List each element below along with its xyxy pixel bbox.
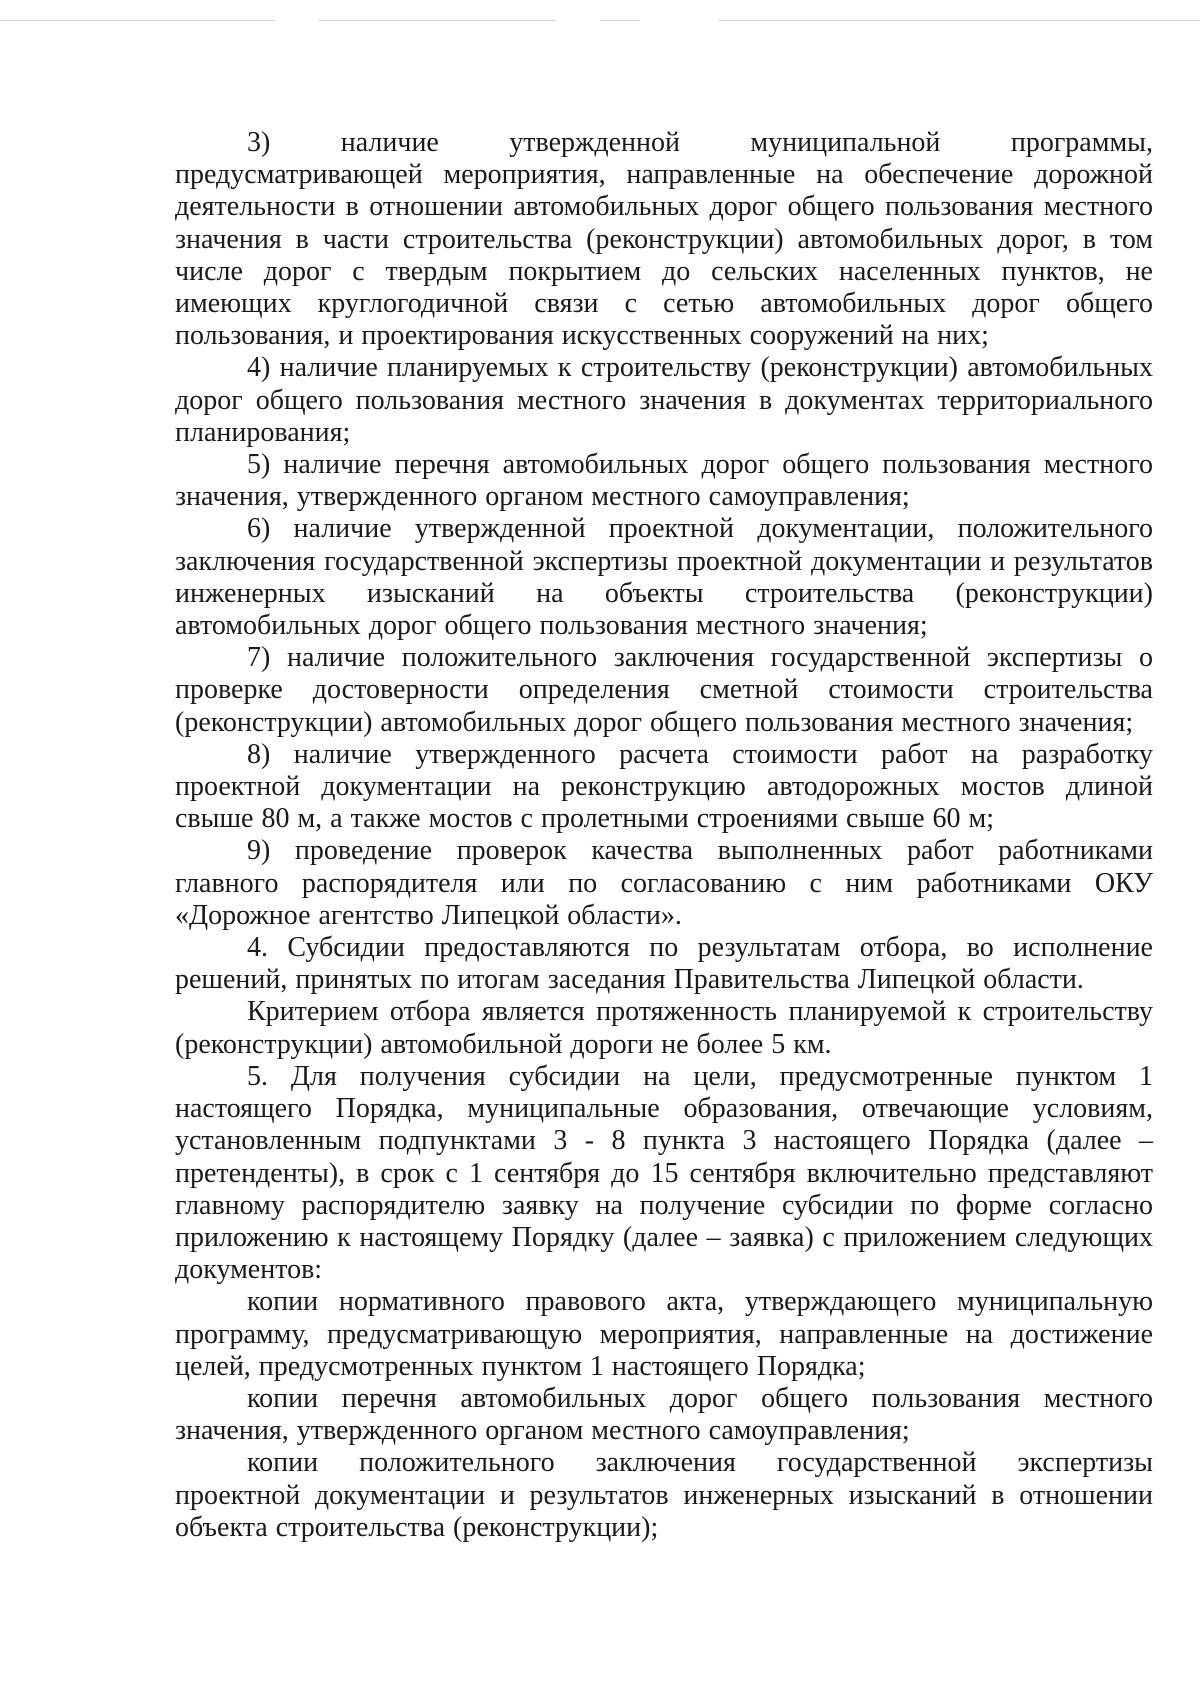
document-list-item: копии положительного заключения государственной экспертизы проектной документации и результатов инженерных изысканий в отношении объекта строительства (реконструкции); xyxy=(175,1447,1153,1543)
clause-4: 4. Субсидии предоставляются по результатам отбора, во исполнение решений, принятых по итогам заседания Правительства Липецкой области. xyxy=(175,932,1153,996)
subitem-5: 5) наличие перечня автомобильных дорог общего пользования местного значения, утвержденного органом местного самоуправления; xyxy=(175,449,1153,513)
scan-edge-line xyxy=(718,20,1200,21)
scan-edge-line xyxy=(318,20,556,21)
clause-5: 5. Для получения субсидии на цели, предусмотренные пунктом 1 настоящего Порядка, муниципальные образования, отвечающие условиям, установленным подпунктами 3 - 8 пункта 3 настоящего Порядка (далее – претенденты), в срок с 1 сентября до 15 сентября включительно представляют главному распорядителю заявку на получение субсидии по форме согласно приложению к настоящему Порядку (далее – заявка) с приложением следующих документов: xyxy=(175,1060,1153,1286)
document-list-item: копии нормативного правового акта, утверждающего муниципальную программу, предусматривающую мероприятия, направленные на достижение целей, предусмотренных пунктом 1 настоящего Порядка; xyxy=(175,1286,1153,1382)
subitem-4: 4) наличие планируемых к строительству (реконструкции) автомобильных дорог общего пользования местного значения в документах территориального планирования; xyxy=(175,352,1153,448)
scan-edge-line xyxy=(600,20,640,21)
document-body xyxy=(175,127,1153,1544)
scan-edge-line xyxy=(0,20,275,21)
subitem-9: 9) проведение проверок качества выполненных работ работниками главного распорядителя или по согласованию с ним работниками ОКУ «Дорожное агентство Липецкой области». xyxy=(175,835,1153,931)
selection-criterion: Критерием отбора является протяженность планируемой к строительству (реконструкции) автомобильной дороги не более 5 км. xyxy=(175,996,1153,1060)
subitem-8: 8) наличие утвержденного расчета стоимости работ на разработку проектной документации на реконструкцию автодорожных мостов длиной свыше 80 м, а также мостов с пролетными строениями свыше 60 м; xyxy=(175,738,1153,835)
subitem-6: 6) наличие утвержденной проектной документации, положительного заключения государственной экспертизы проектной документации и результатов инженерных изысканий на объекты строительства (реконструкции) автомобильных дорог общего пользования местного значения; xyxy=(175,513,1153,642)
document-list-item: копии перечня автомобильных дорог общего пользования местного значения, утвержденного органом местного самоуправления; xyxy=(175,1382,1153,1447)
subitem-7: 7) наличие положительного заключения государственной экспертизы о проверке достоверности определения сметной стоимости строительства (реконструкции) автомобильных дорог общего пользования местного значения; xyxy=(175,642,1153,738)
subitem-3: 3) наличие утвержденной муниципальной программы, предусматривающей мероприятия, направленные на обеспечение дорожной деятельности в отношении автомобильных дорог общего пользования местного значения в части строительства (реконструкции) автомобильных дорог, в том числе дорог с твердым покрытием до сельских населенных пунктов, не имеющих круглогодичной связи с сетью автомобильных дорог общего пользования, и проектирования искусственных сооружений на них; xyxy=(175,127,1153,352)
